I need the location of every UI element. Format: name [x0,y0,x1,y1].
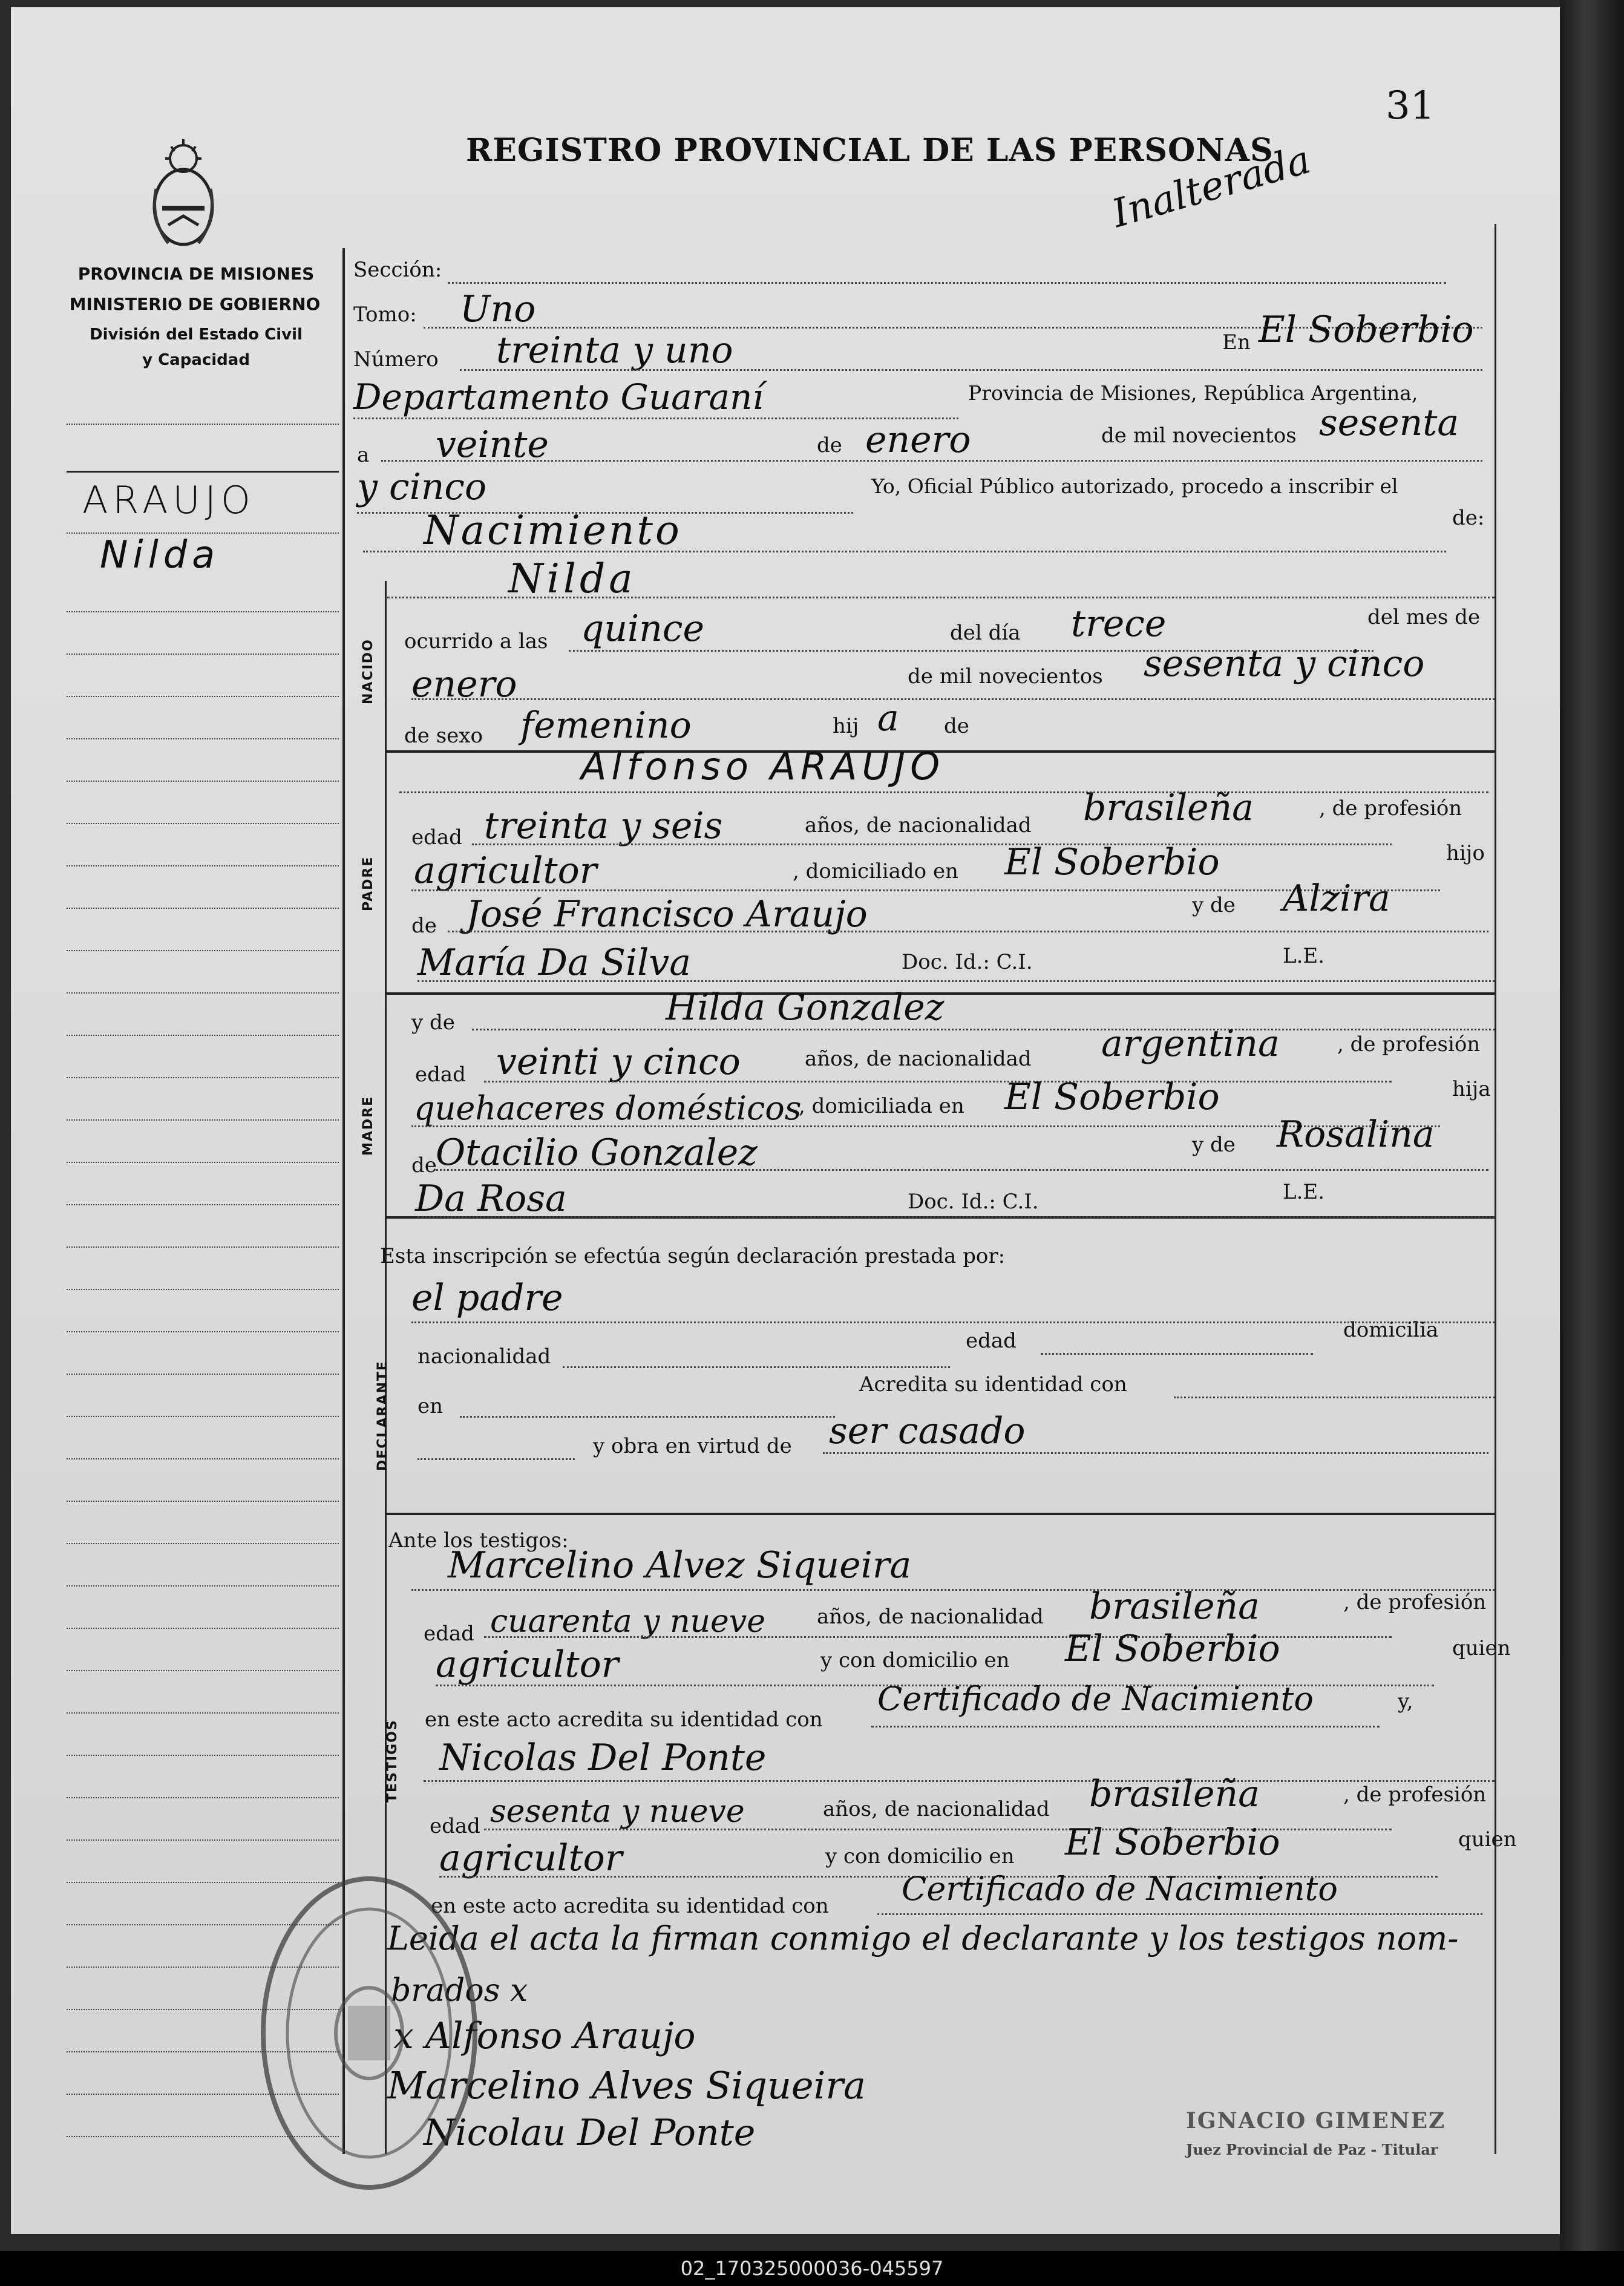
label-domiciliado-en: , domiciliado en [793,859,958,883]
label-y-de-padre: y de [1192,893,1236,917]
value-mes-nac: enero [411,663,517,706]
value-lugar: El Soberbio [1259,309,1474,351]
dotted-rule [448,282,1446,284]
label-anos-nac-t2: años, de nacionalidad [823,1797,1050,1821]
value-t1-dom: El Soberbio [1065,1628,1280,1670]
value-dia-nac: trece [1071,603,1167,645]
label-de-colon: de: [1452,506,1485,530]
label-edad-t1: edad [424,1622,474,1646]
label-en: En [1222,330,1251,355]
value-t1-prof: agricultor [436,1643,619,1686]
right-border [1495,224,1496,2154]
value-madre-nac: argentina [1101,1023,1280,1065]
value-anio-nac: sesenta y cinco [1144,643,1425,685]
value-madre: Hilda Gonzalez [666,986,945,1029]
dotted-rule [871,1726,1380,1728]
label-de-profesion-padre: , de profesión [1319,796,1462,820]
value-madre-madre-b: Da Rosa [415,1177,567,1220]
value-tomo: Uno [460,288,536,330]
label-en-este-acto-t2: en este acto acredita su identidad con [431,1894,829,1918]
value-t2-doc: Certificado de Nacimiento [902,1870,1338,1908]
value-t2-edad: sesenta y nueve [490,1793,745,1830]
dotted-rule [417,1458,575,1460]
label-y-de-madre: y de [411,1010,455,1035]
label-y-de-madre-2: y de [1192,1133,1236,1157]
dotted-rule [424,1780,1495,1782]
value-t2-dom: El Soberbio [1065,1821,1280,1864]
label-tomo: Tomo: [353,303,417,327]
dotted-rule [823,1452,1488,1454]
value-padre-prof: agricultor [414,850,597,892]
value-padre-madre-b: María Da Silva [417,942,692,984]
label-de-profesion-t1: , de profesión [1343,1590,1487,1614]
label-nacionalidad-declarante: nacionalidad [417,1344,551,1369]
side-label-nacido: NACIDO [361,638,376,705]
value-acto: Nacimiento [424,507,682,554]
side-label-declarante: DECLARANTE [375,1360,390,1472]
dotted-rule [411,1321,1495,1323]
image-caption: 02_170325000036-045597 [0,2251,1624,2286]
value-madre-prof: quehaceres domésticos [414,1089,802,1127]
label-edad-declarante: edad [966,1329,1017,1353]
label-hija: hija [1452,1077,1491,1101]
value-dia: veinte [436,424,549,466]
dotted-rule [363,551,1446,552]
value-numero: treinta y uno [496,329,733,372]
label-con-domicilio-t2: y con domicilio en [825,1844,1015,1868]
label-a: a [357,443,370,467]
margin-given-name: Nilda [100,532,220,577]
label-edad-madre: edad [415,1063,466,1087]
label-quien-t2: quien [1458,1827,1517,1852]
label-acredita: Acredita su identidad con [859,1372,1127,1397]
official-seal-icon [254,1870,484,2196]
value-sexo: femenino [520,704,692,747]
value-testigo1: Marcelino Alvez Siqueira [448,1544,912,1587]
dotted-rule [460,1416,835,1418]
label-de-mil: de mil novecientos [1101,424,1297,448]
label-anos-nac-t1: años, de nacionalidad [817,1605,1044,1629]
value-madre-edad: veinti y cinco [496,1041,741,1083]
value-madre-madre-a: Rosalina [1277,1113,1435,1156]
value-testigo2: Nicolas Del Ponte [439,1737,767,1779]
stamp-annotation: Inalterada [1107,137,1315,237]
dotted-rule [472,1029,1495,1030]
value-padre-padre: José Francisco Araujo [466,893,868,935]
dotted-rule [484,1081,1392,1082]
label-le-padre: L.E. [1283,944,1325,968]
header-province: PROVINCIA DE MISIONES [77,264,315,284]
header-division: División del Estado Civil [90,326,303,344]
label-hij: hij [833,714,859,738]
coat-of-arms-icon [144,134,223,255]
label-provincia: Provincia de Misiones, República Argentina, [968,381,1418,405]
label-numero: Número [353,347,439,372]
page-title: REGISTRO PROVINCIAL DE LAS PERSONAS [466,132,1274,169]
value-madre-dom: El Soberbio [1004,1076,1220,1118]
signature-testigo2: Nicolau Del Ponte [424,2112,756,2154]
label-del-mes-de: del mes de [1367,605,1481,629]
value-mes: enero [865,419,971,461]
dotted-rule [460,369,1482,371]
signature-testigo1: Marcelino Alves Siqueira [387,2063,866,2108]
value-padre: Alfonso ARAUJO [581,744,945,788]
value-virtud: ser casado [829,1410,1026,1452]
value-hij-sufijo: a [877,697,899,739]
label-yo: Yo, Oficial Público autorizado, procedo a inscribir el [871,474,1398,498]
value-padre-dom: El Soberbio [1004,841,1220,883]
label-edad-padre: edad [411,825,462,850]
dotted-rule [563,1366,950,1368]
label-de-after-hij: de [944,714,969,738]
value-t1-doc: Certificado de Nacimiento [877,1680,1314,1718]
label-del-dia: del día [950,621,1021,645]
label-en-declarante: en [417,1394,444,1418]
label-y-obra: y obra en virtud de [593,1434,792,1458]
value-padre-madre-a: Alzira [1283,877,1390,920]
value-padre-edad: treinta y seis [484,805,723,847]
label-edad-t2: edad [430,1814,480,1838]
dotted-rule [387,597,1495,598]
label-en-este-acto-t1: en este acto acredita su identidad con [425,1708,823,1732]
label-le-madre: L.E. [1283,1180,1325,1204]
dotted-rule [411,1589,1495,1591]
value-departamento: Departamento Guaraní [353,376,764,418]
label-de-profesion-t2: , de profesión [1343,1783,1487,1807]
value-anio-b: y cinco [357,466,487,508]
label-anos-nac-padre: años, de nacionalidad [805,813,1032,837]
label-ante-testigos: Ante los testigos: [388,1528,569,1553]
dotted-rule [877,1913,1482,1915]
header-ministry: MINISTERIO DE GOBIERNO [69,294,321,314]
label-esta-inscripcion: Esta inscripción se efectúa según declaración prestada por: [380,1244,1006,1268]
closing-text-line2: brados x [391,1973,528,2009]
label-doc-id-padre: Doc. Id.: C.I. [902,950,1033,974]
label-de-profesion-madre: , de profesión [1337,1032,1481,1056]
label-de-sexo: de sexo [404,724,483,748]
label-doc-id-madre: Doc. Id.: C.I. [908,1190,1039,1214]
label-de-padre-padre: de [411,914,437,938]
dotted-rule [448,931,1488,932]
value-madre-padre: Otacilio Gonzalez [436,1132,758,1174]
header-capacity: y Capacidad [142,351,250,369]
label-ocurrido: ocurrido a las [404,629,548,653]
dotted-rule [436,1169,1488,1171]
dotted-rule [411,698,1495,700]
margin-surname: ARAUJO [82,478,255,522]
label-domiciliada-en: , domiciliada en [799,1094,964,1118]
value-t1-edad: cuarenta y nueve [490,1603,765,1640]
value-anio-a: sesenta [1319,402,1459,444]
page-number: 31 [1386,84,1435,128]
side-label-padre: PADRE [361,856,376,911]
dotted-rule [381,460,1482,462]
side-label-testigos: TESTIGOS [385,1719,400,1803]
label-seccion: Sección: [353,258,442,282]
label-anos-nac-madre: años, de nacionalidad [805,1047,1032,1071]
value-t2-prof: agricultor [439,1837,623,1879]
label-con-domicilio-t1: y con domicilio en [820,1648,1010,1672]
value-nombre: Nilda [508,555,637,602]
dotted-rule [417,980,1495,982]
value-declarante: el padre [411,1277,563,1319]
signature-declarante: x Alfonso Araujo [393,2015,696,2057]
signer-title: Juez Provincial de Paz - Titular [1186,2141,1438,2158]
label-hijo: hijo [1446,841,1485,865]
main-left-border [342,248,345,2154]
dotted-rule [399,791,1488,793]
label-de-madre-padre: de [411,1153,437,1177]
label-y-comma: y, [1398,1689,1413,1714]
value-t2-nac: brasileña [1089,1773,1260,1815]
book-binding-edge [1560,0,1624,2251]
closing-text-line1: Leida el acta la firman conmigo el declarante y los testigos nom- [387,1919,1459,1957]
dotted-rule [1174,1397,1495,1398]
value-t1-nac: brasileña [1089,1585,1260,1628]
dotted-rule [1041,1353,1313,1355]
side-label-madre: MADRE [361,1095,376,1156]
label-domicilia: domicilia [1343,1318,1439,1342]
signer-name: IGNACIO GIMENEZ [1186,2108,1446,2134]
value-padre-nac: brasileña [1083,787,1254,829]
value-hora: quince [581,608,704,650]
separator-declarante-testigos [385,1513,1495,1515]
label-de-mil-2: de mil novecientos [908,664,1103,689]
dotted-rule [472,843,1392,845]
dotted-rule [417,1216,1495,1218]
label-quien-t1: quien [1452,1636,1511,1660]
label-de: de [817,433,842,457]
